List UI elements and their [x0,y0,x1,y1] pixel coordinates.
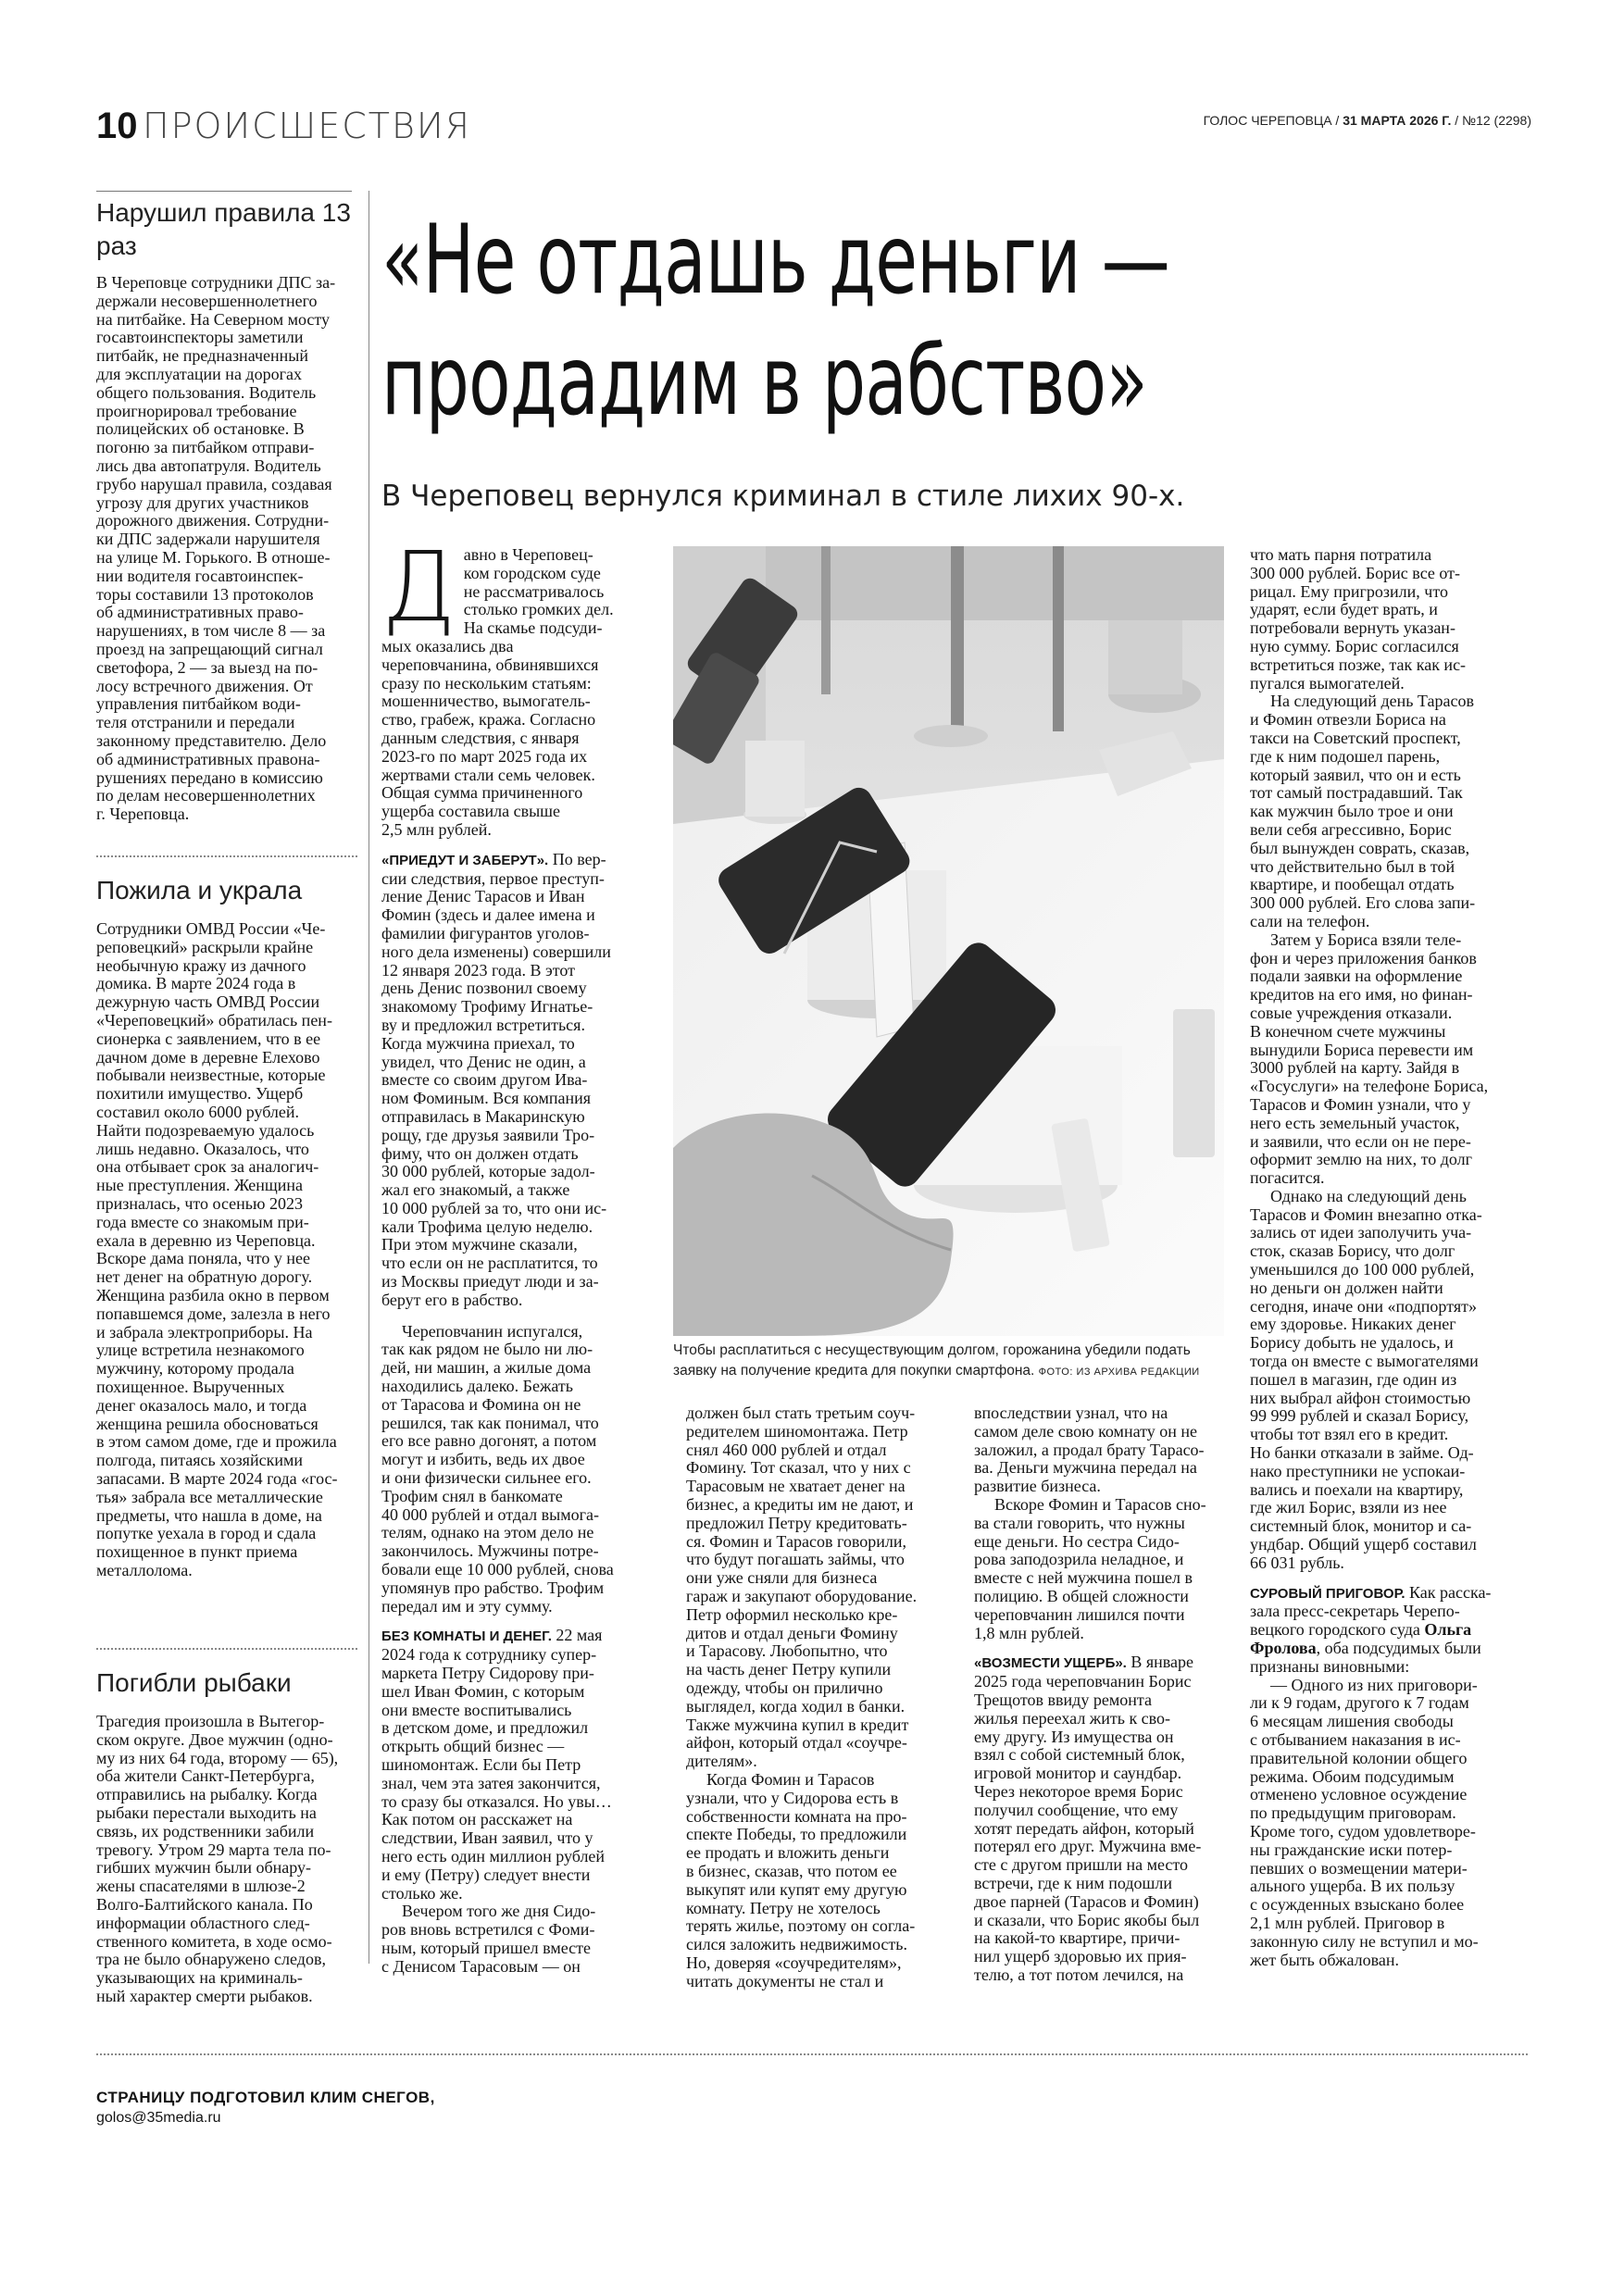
paragraph [974,1653,1252,1984]
paragraph-text: В январе 2025 года череповчанин Борис Трещотов ввиду ремонта жилья переехал жить к сво- ему другу. Из имущества он взял с собой системный блок, игровой монитор и саундбар. Через некоторое время Борис получил сообщение, что ему хотят передать айфон, который потерял его друг. Мужчина вме- сте с другом пришли на место встречи, где к ним подошли двое парней (Тарасов и Фомин) и сказали, что Борис якобы был на какой-то квартире, причи- нил ущерб здоровью их прия- телю, а тот потом лечился, на [974,1653,1202,1984]
paragraph [1250,1584,1537,1677]
drop-cap: Д [381,530,456,643]
smartphones-photo [673,546,1224,1336]
headline-line: продадим в рабство» [381,326,1147,437]
issue-date: 31 МАРТА 2026 Г. [1343,113,1452,128]
sidebar-story-title: Нарушил правила 13 раз [96,198,351,260]
paragraph: Череповчанин испугался, так как рядом не было ни лю- дей, ни машин, а жилые дома находились далеко. Бежать от Тарасова и Фомина он не решился, так как понимал, что его все равно догонят, а потом могут и избить, ведь их двое и они физически сильнее его. Трофим снял в банкомате 40 000 рублей и отдал вымога- телям, однако на этом дело не закончилось. Мужчины потре- бовали еще 10 000 рублей, снова упомянув про рабство. Трофим передал им и эту сумму. [381,1321,614,1616]
paragraph: впоследствии узнал, что на самом деле свою комнату он не заложил, а продал брату Тарасо- ва. Деньги мужчина передал на развитие бизнеса. [974,1404,1205,1496]
paragraph: Когда Фомин и Тарасов узнали, что у Сидорова есть в собственности комната на про- спекте Победы, то предложили ее продать и вложить деньги в бизнес, сказав, что потом ее выкупят или купят ему другую комнату. Петру не хотелось терять жилье, поэтому он согла- сился заложить недвижимость. Но, доверяя «соучредителям», читать документы не стал и [686,1769,916,1990]
sidebar-story-text: Трагедия произошла в Вытегор- ском округе. Двое мужчин (одно- му из них 64 года, второму — 65), оба жители Санкт-Петербурга, отправились на рыбалку. Когда рыбаки перестали выходить на связь, их родственники забили тревогу. Утром 29 марта тела по- гибших мужчин были обнару- жены спасателями в шлюзе-2 Волго-Балтийского канала. По информации областного след- ственного комитета, в ходе осмо- тра не было обнаружено следов, указывающих на криминаль- ный характер смерти рыбаков. [96,1712,339,2005]
sidebar-divider [96,855,357,857]
paragraph: авно в Череповец- ком городском суде не рассматривалось столько громких дел. На скамье подсуди- мых оказались два череповчанина, обвинявшихся сразу по нескольким статьям: мошенничество, вымогатель- ство, грабеж, кража. Согласно данным следствия, с января 2023-го по март 2025 года их жертвами стали семь человек. Общая сумма причиненного ущерба составила свыше 2,5 млн рублей. [381,545,614,839]
sidebar-story-2 [96,874,357,1580]
paragraph: Однако на следующий день Тарасов и Фомин внезапно отка- зались от идеи заполучить уча- сток, сказав Борису, что долг уменьшился до 100 000 рублей, но деньги он должен найти сегодня, иначе они «подпортят» ему здоровье. Никаких денег Борису добыть не удалось, и тогда он вместе с вымогателями пошел в магазин, где один из них выбрал айфон стоимостью 99 999 рублей и сказал Борису, чтобы тот взял его в кредит. Но банки отказали в займе. Од- нако преступники не успокаи- вались и поехали на квартиру, где жил Борис, взяли из нее системный блок, монитор и са- ундбар. Общий ущерб составил 66 031 рубль. [1250,1186,1482,1572]
paragraph: Затем у Бориса взяли теле- фон и через приложения банков подали заявки на оформление кредитов на его имя, но финан- совые учреждения отказали. В конечном счете мужчины вынудили Бориса перевести им 3000 рублей на карту. Зайдя в «Госуслуги» на телефоне Бориса, Тарасов и Фомин узнали, что у него есть земельный участок, и заявили, что если он не пере- оформит землю на них, то долг погасится. [1250,930,1489,1188]
page-credit: СТРАНИЦУ ПОДГОТОВИЛ КЛИМ СНЕГОВ, [96,2089,435,2106]
photo-caption [673,1341,1229,1382]
subheading: СУРОВЫЙ ПРИГОВОР. [1250,1585,1405,1602]
person-name: Ольга Фролова [1250,1620,1472,1658]
paragraph-text: Как расска- [1405,1582,1492,1602]
section-title: ПРОИСШЕСТВИЯ [143,106,471,146]
article-column-4 [1250,546,1537,1969]
issue-number: №12 (2298) [1462,113,1531,128]
headline [381,200,1228,443]
paragraph [381,851,659,1310]
page-number: 10 [96,106,138,146]
paragraph-text: По вер- сии следствия, первое преступ- ление Денис Тарасов и Иван Фомин (здесь и далее имена и фамилии фигурантов уголов- ного дела изменены) совершили 12 января 2023 года. В этот день Денис позвонил своему знакомому Трофиму Игнатье- ву и предложил встретиться. Когда мужчина приехал, то увидел, что Денис не один, а вместе со своим другом Ива- ном Фоминым. Вся компания отправилась в Макаринскую рощу, где друзья заявили Тро- фиму, что он должен отдать 30 000 рублей, которые задол- жал его знакомый, а также 10 000 рублей за то, что они ис- кали Трофима целую неделю. При этом мужчине сказали, что если он не расплатится, то из Москвы приедут люди и за- берут его в рабство. [381,849,611,1309]
sidebar-story-title: Пожила и украла [96,876,303,905]
article-column-1 [381,530,659,1977]
caption-text: Чтобы расплатиться с несуществующим долгом, горожанина убедили подать заявку на получение кредита для покупки смартфона. [673,1342,1191,1379]
paragraph: должен был стать третьим соуч- редителем шиномонтажа. Петр снял 460 000 рублей и отдал Фомину. Тот сказал, что у них с Тарасовым не хватает денег на бизнес, а кредиты им не дают, и предложил Петру кредитовать- ся. Фомин и Тарасов говорили, что будут погашать займы, что они уже сняли для бизнеса гараж и закупают оборудование. Петр оформил несколько кре- дитов и отдал деньги Фомину и Тарасову. Любопытно, что на часть денег Петру купили одежду, чтобы он прилично выглядел, когда ходил в банки. Также мужчина купил в кредит айфон, который отдал «соучре- дителям». [686,1404,918,1771]
headline-line: «Не отдашь деньги — [381,205,1170,316]
paragraph: что мать парня потратила 300 000 рублей. Борис все от- рицал. Ему пригрозили, что ударят, если будет врать, и потребовали вернуть указан- ную сумму. Борис согласился встретиться позже, так как ис- пугался вымогателей. [1250,545,1467,693]
sidebar-story-title: Погибли рыбаки [96,1668,292,1697]
paragraph-text: признаны виновными: [1250,1656,1410,1676]
subheading: БЕЗ КОМНАТЫ И ДЕНЕГ. [381,1628,552,1645]
article-column-3 [974,1404,1252,1985]
footer-divider [96,2053,1528,2055]
article-column-2 [686,1404,964,1991]
sidebar-story-1 [96,196,357,824]
sidebar-story-text: Сотрудники ОМВД России «Че- реповецкий» раскрыли крайне необычную кражу из дачного домика. В марте 2024 года в дежурную часть ОМВД России «Череповецкий» обратилась пен- сионерка с заявлением, что в ее дачном доме в деревне Елехово побывали неизвестные, которые похитили имущество. Ущерб составил около 6000 рублей. Найти подозреваемую удалось лишь недавно. Оказалось, что она отбывает срок за аналогич- ные преступления. Женщина призналась, что осенью 2023 года вместе со знакомым при- ехала в деревню из Череповца. Вскоре дама поняла, что у нее нет денег на обратную дорогу. Женщина разбила окно в первом попавшемся доме, залезла в него и забрала электроприборы. На улице встретила незнакомого мужчину, которому продала похищенное. Вырученных денег оказалось мало, и тогда женщина решила обосноваться в этом самом доме, где и прожила полгода, питаясь хозяйскими запасами. В марте 2024 года «гос- тья» забрала все металлические предметы, что нашла в доме, на попутке уехала в город и сдала похищенное в пункт приема металлолома. [96,919,338,1579]
paragraph: — Одного из них приговори- ли к 9 годам, другого к 7 годам 6 месяцам лишения свободы с отбыванием наказания в ис- правительной колонии общего режима. Обоим подсудимым отменено условное осуждение по предыдущим приговорам. Кроме того, судом удовлетворе- ны гражданские иски потер- певших о возмещении матери- ального ущерба. В их пользу с осужденных взыскано более 2,1 млн рублей. Приговор в законную силу не вступил и мо- жет быть обжалован. [1250,1675,1479,1969]
sidebar-story-text: В Череповце сотрудники ДПС за- держали несовершеннолетнего на питбайке. На Северном мосту госавтоинспекторы заметили питбайк, не предназначенный для эксплуатации на дорогах общего пользования. Водитель проигнорировал требование полицейских об остановке. В погоню за питбайком отправи- лись два автопатруля. Водитель грубо нарушал правила, создавая угрозу для других участников дорожного движения. Сотрудни- ки ДПС задержали нарушителя на улице М. Горького. В отноше- нии водителя госавтоинспек- торы составили 13 протоколов об административных право- нарушениях, в том числе 8 — за проезд на запрещающий сигнал светофора, 2 — за выезд на по- лосу встречного движения. От управления питбайком води- теля отстранили и передали законному представителю. Дело об административных правона- рушениях передано в комиссию по делам несовершеннолетних г. Череповца. [96,273,336,824]
paragraph: Вскоре Фомин и Тарасов сно- ва стали говорить, что нужны еще деньги. Но сестра Сидо- рова заподозрила неладное, и вместе с ней мужчина пошел в полицию. В общей сложности череповчанин лишился почти 1,8 млн рублей. [974,1494,1206,1642]
photo-credit: ФОТО: ИЗ АРХИВА РЕДАКЦИИ [1038,1366,1200,1378]
lead: В Череповец вернулся криминал в стиле лихих 90-х. [381,480,1185,513]
contact-email: golos@35media.ru [96,2110,221,2126]
paragraph [381,1627,659,1903]
article-photo [673,546,1224,1336]
sidebar-story-3 [96,1666,357,2006]
paragraph-text: зала пресс-секретарь Черепо- вецкого городского суда [1250,1602,1460,1640]
paragraph: Вечером того же дня Сидо- ров вновь встретился с Фоми- ным, который пришел вместе с Денисом Тарасовым — он [381,1902,596,1976]
paragraph: На следующий день Тарасов и Фомин отвезли Бориса на такси на Советский проспект, где к ним подошел парень, который заявил, что он и есть тот самый пострадавший. Так как мужчин было трое и они вели себя агрессивно, Борис был вынужден соврать, сказав, что действительно был в той квартире, и пообещал отдать 300 000 рублей. Его слова запи- сали на телефон. [1250,692,1476,930]
subheading: «ПРИЕДУТ И ЗАБЕРУТ». [381,852,549,868]
paragraph-text: , оба подсудимых были [1316,1639,1481,1658]
sidebar-divider [96,1648,357,1650]
newspaper-name: ГОЛОС ЧЕРЕПОВЦА [1203,113,1332,128]
sidebar-top-rule [96,191,352,192]
subheading: «ВОЗМЕСТИ УЩЕРБ». [974,1655,1127,1672]
paragraph-text: 22 мая 2024 года к сотруднику супер- маркета Петру Сидорову при- шел Иван Фомин, с которым они вместе воспитывались в детском доме, и предложил открыть общий бизнес — шиномонтаж. Если бы Петр знал, чем эта затея закончится, то сразу бы отказался. Но увы… Как потом он расскажет на следствии, Иван заявил, что у него есть один миллион рублей и ему (Петру) следует внести столько же. [381,1626,612,1903]
issue-info: ГОЛОС ЧЕРЕПОВЦА / 31 МАРТА 2026 Г. / №12 (2298) [1203,113,1531,128]
